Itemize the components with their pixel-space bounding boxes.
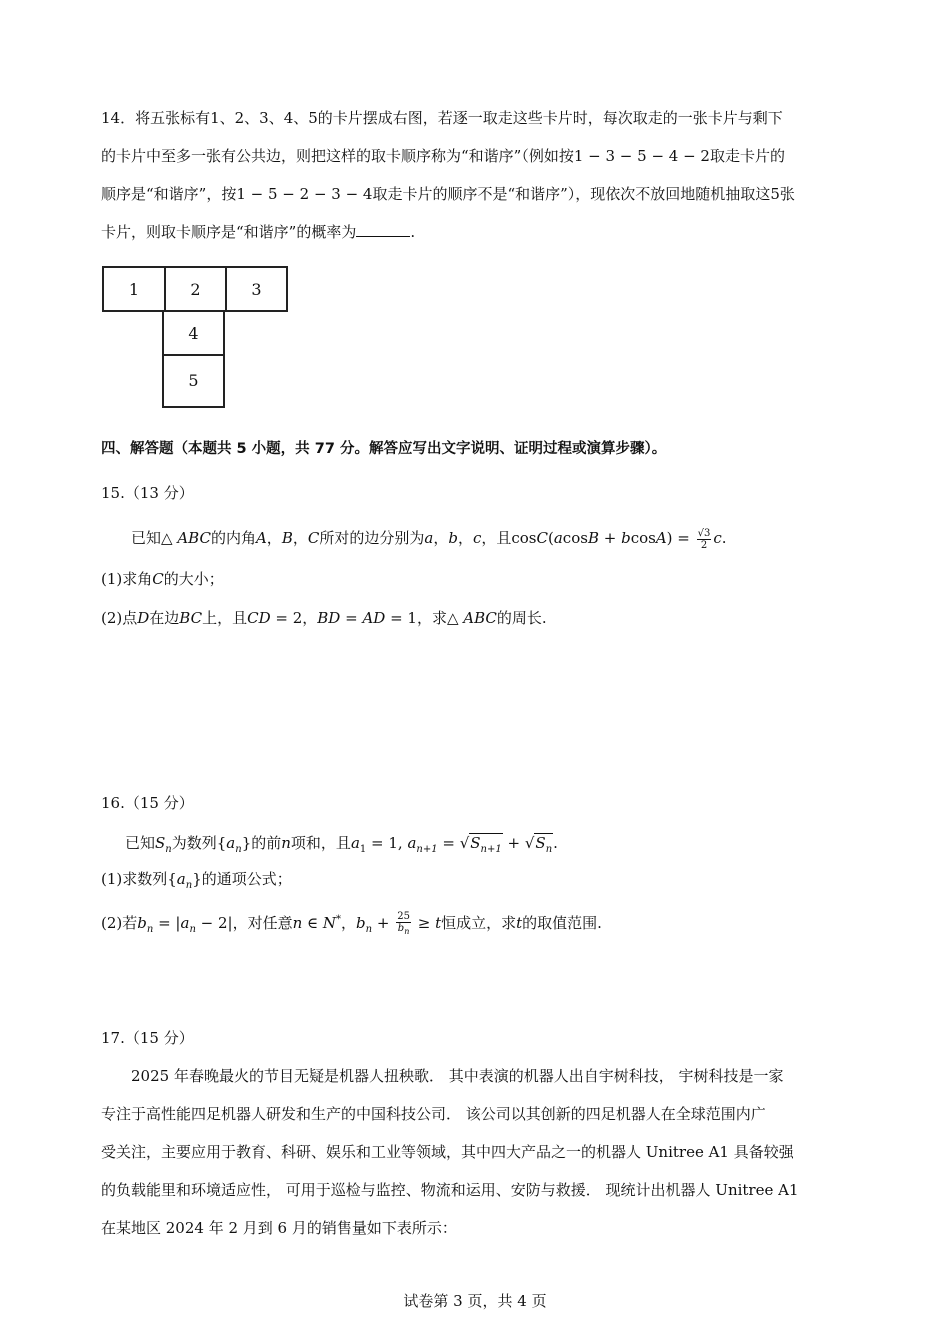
q16-part-2: (2)若$b_n = |a_n - 2|$，对任意n ∈ N*，$b_n$ + $\frac{25}{b_n}$ ≥ t恒成立，求t的取值范围.	[101, 911, 602, 936]
q15-stem: 已知△ ABC的内角A，B，C所对的边分别为a，b，c，且cosC(acosB + bcosA) = $\frac{√3}{2}$ c.	[131, 527, 727, 551]
q17-line-1: 2025 年春晚最火的节目无疑是机器人扭秧歌． 其中表演的机器人出自宇树科技， 宇树科技是一家	[131, 1067, 784, 1085]
q14-line-2: 的卡片中至多一张有公共边，则把这样的取卡顺序称为“和谐序”（例如按1 − 3 − 5 − 4 − 2取走卡片的	[101, 147, 785, 165]
q14-line-4-period: .	[410, 223, 416, 241]
q14-line-3: 顺序是“和谐序”，按1 − 5 − 2 − 3 − 4取走卡片的顺序不是“和谐序”），现依次不放回地随机抽取这5张	[101, 185, 795, 203]
q16-stem: 已知$S_n$为数列$\{a_n\}$的前n项和，且$a_1 = 1$, $a_{n+1} = √S_{n+1} + √S_n$.	[125, 834, 558, 855]
q17-header: 17.（15 分）	[101, 1029, 194, 1047]
fraction: $\frac{25}{b_n}$	[397, 911, 410, 936]
q14-line-4	[101, 221, 415, 243]
q15-part-2: (2)点D在边BC上，且CD = 2，BD = AD = 1，求△ ABC的周长.	[101, 609, 547, 627]
card-3: 3	[225, 266, 288, 312]
card-1: 1	[102, 266, 166, 312]
q17-line-4: 的负载能里和环境适应性， 可用于巡检与监控、物流和运用、安防与救援． 现统计出机器人 Unitree A1	[101, 1181, 799, 1199]
fraction: $\frac{√3}{2}$	[697, 527, 711, 551]
q15-header: 15.（13 分）	[101, 484, 194, 502]
card-4: 4	[162, 310, 225, 356]
q16-part-1: (1)求数列$\{a_n\}$的通项公式；	[101, 870, 292, 891]
q17-line-2: 专注于高性能四足机器人研发和生产的中国科技公司． 该公司以其创新的四足机器人在全球范围内广	[101, 1105, 766, 1123]
page-footer: 试卷第 3 页，共 4 页	[403, 1292, 547, 1310]
card-2: 2	[164, 266, 227, 312]
card-5: 5	[162, 354, 225, 408]
section-heading: 四、解答题（本题共 5 小题，共 77 分。解答应写出文字说明、证明过程或演算步骤）。	[101, 441, 667, 457]
q17-line-3: 受关注，主要应用于教育、科研、娱乐和工业等领域，其中四大产品之一的机器人 Unitree A1 具备较强	[101, 1143, 794, 1161]
q17-line-5: 在某地区 2024 年 2 月到 6 月的销售量如下表所示：	[101, 1219, 457, 1237]
q14-line-4-text: 卡片，则取卡顺序是“和谐序”的概率为	[101, 223, 357, 241]
q14-line-1: 14．将五张标有1、2、3、4、5的卡片摆成右图，若逐一取走这些卡片时，每次取走的一张卡片与剩下	[101, 109, 783, 127]
q16-header: 16.（15 分）	[101, 794, 194, 812]
answer-blank	[356, 222, 410, 237]
q15-part-1: (1)求角C的大小；	[101, 570, 224, 588]
